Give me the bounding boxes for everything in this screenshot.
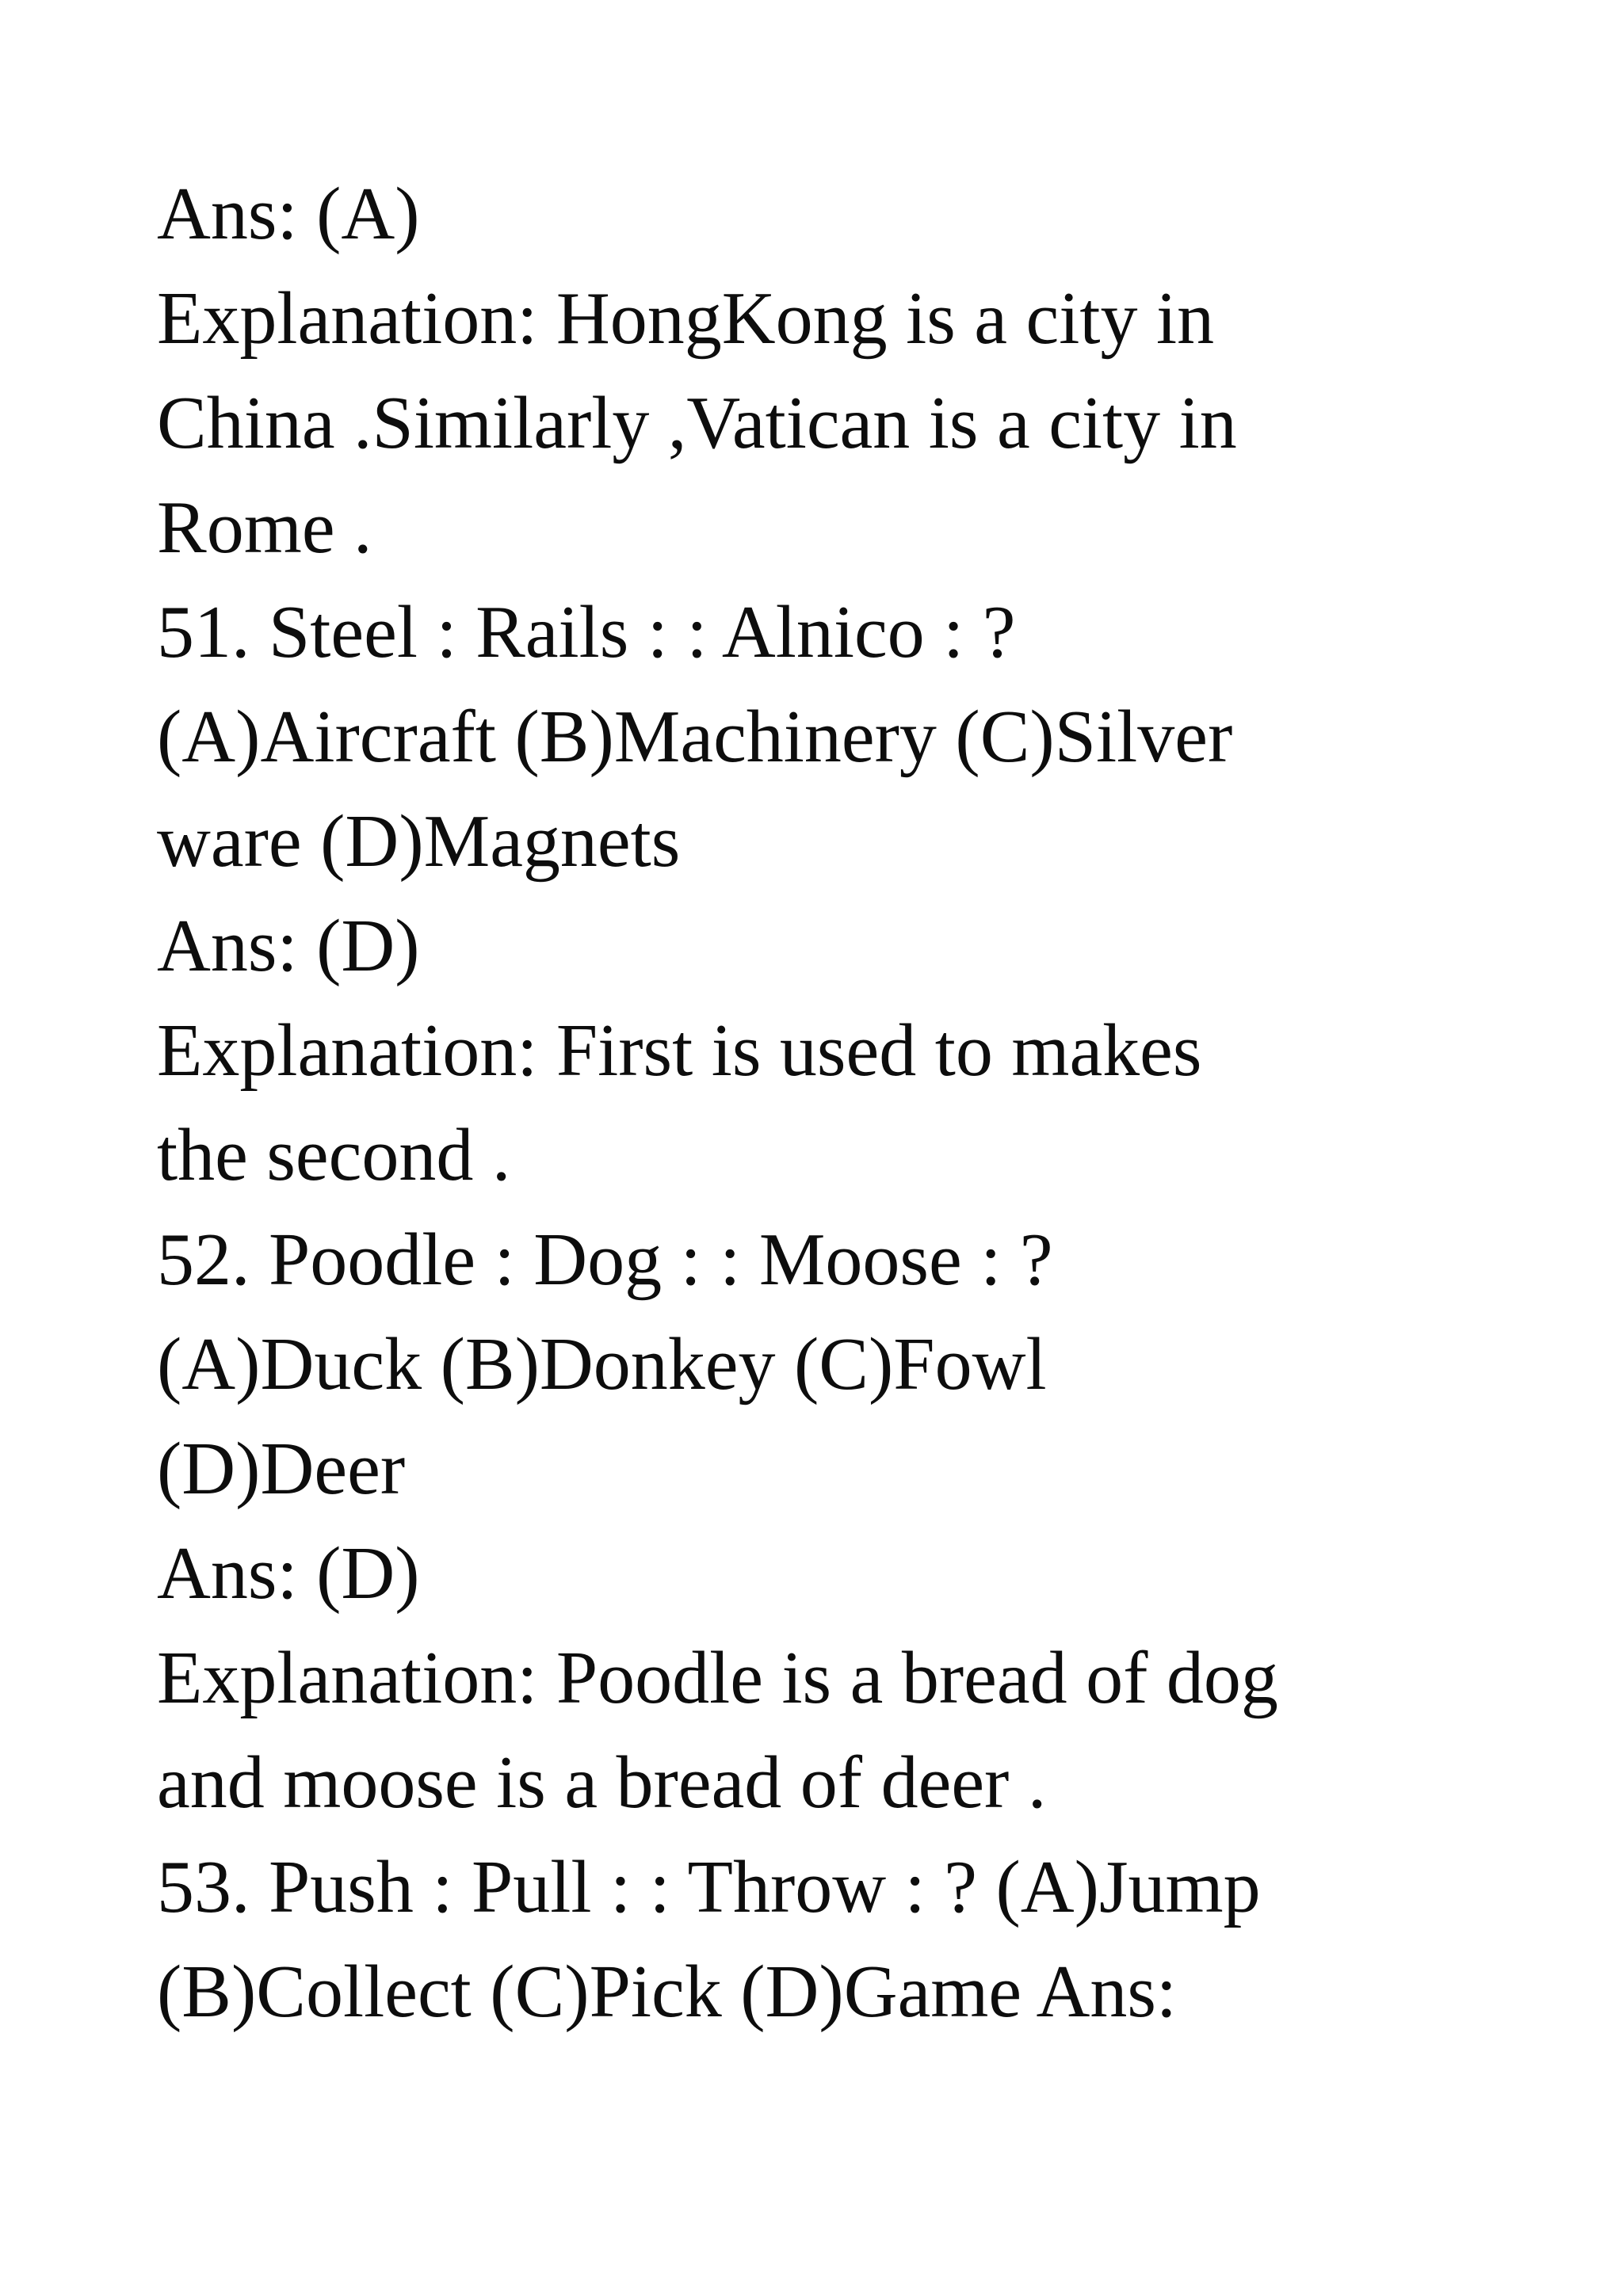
answer-line-52: Ans: (D)	[157, 1532, 420, 1615]
explanation-line-50-3: Rome .	[157, 486, 372, 569]
question-51: 51. Steel : Rails : : Alnico : ?	[157, 591, 1016, 673]
explanation-line-50-1: Explanation: HongKong is a city in	[157, 277, 1215, 360]
options-52-line-2: (D)Deer	[157, 1428, 406, 1510]
explanation-line-52-1: Explanation: Poodle is a bread of dog	[157, 1637, 1278, 1719]
explanation-line-51-2: the second .	[157, 1114, 511, 1196]
explanation-line-52-2: and moose is a bread of deer .	[157, 1741, 1047, 1824]
answer-line-51: Ans: (D)	[157, 905, 420, 987]
answer-line-50: Ans: (A)	[157, 173, 420, 255]
options-53-line: (B)Collect (C)Pick (D)Game Ans:	[157, 1951, 1178, 2033]
question-52: 52. Poodle : Dog : : Moose : ?	[157, 1219, 1053, 1301]
explanation-line-50-2: China .Similarly ,Vatican is a city in	[157, 382, 1237, 464]
options-51-line-1: (A)Aircraft (B)Machinery (C)Silver	[157, 696, 1233, 778]
options-52-line-1: (A)Duck (B)Donkey (C)Fowl	[157, 1323, 1047, 1405]
question-53: 53. Push : Pull : : Throw : ? (A)Jump	[157, 1846, 1261, 1928]
options-51-line-2: ware (D)Magnets	[157, 800, 681, 883]
explanation-line-51-1: Explanation: First is used to makes	[157, 1009, 1202, 1092]
